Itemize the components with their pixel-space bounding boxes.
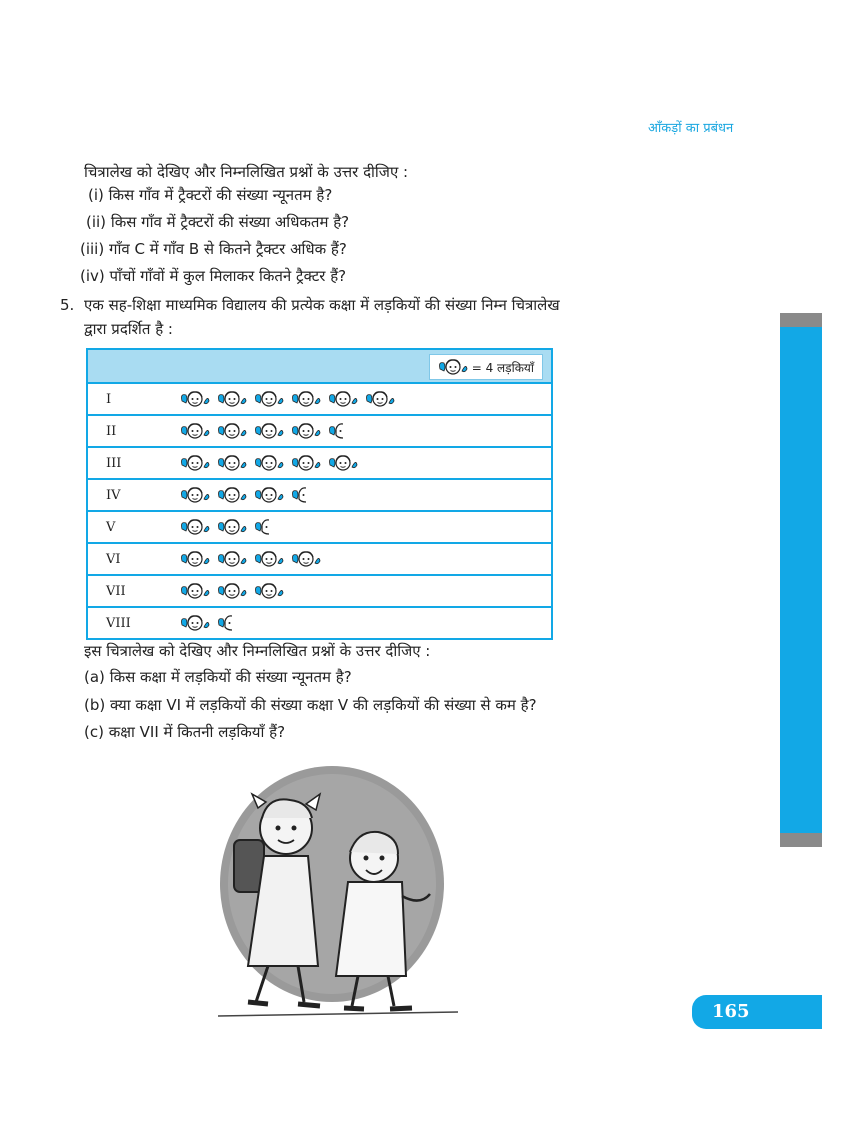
- half-girl-face-icon: [328, 421, 343, 441]
- item-text: क्या कक्षा VI में लड़कियों की संख्या कक्षा V की लड़कियों की संख्या से कम है?: [110, 696, 537, 714]
- item-text: किस कक्षा में लड़कियों की संख्या न्यूनतम है?: [109, 668, 352, 686]
- page-number: 165: [692, 995, 822, 1029]
- girl-face-icon: [291, 549, 321, 569]
- girl-face-icon: [217, 581, 247, 601]
- q4-item: [80, 266, 346, 286]
- side-tab-cap-bottom: [780, 833, 822, 847]
- pictograph-icons: [180, 416, 350, 446]
- class-label: II: [106, 423, 117, 439]
- girl-face-icon: [217, 421, 247, 441]
- half-girl-face-icon: [254, 517, 269, 537]
- girl-face-icon: [254, 421, 284, 441]
- class-label: VI: [106, 551, 121, 567]
- side-tab: [780, 313, 822, 847]
- pictograph-icons: [180, 608, 239, 638]
- girl-face-icon: [180, 485, 210, 505]
- key-text: = 4 लड़कियाँ: [471, 360, 534, 375]
- girl-face-icon: [217, 549, 247, 569]
- pictograph-row: [88, 608, 551, 638]
- girl-face-icon: [217, 389, 247, 409]
- pictograph-rows: [88, 384, 551, 638]
- girl-face-icon: [328, 389, 358, 409]
- pictograph-header: [88, 350, 551, 384]
- item-number: (b): [84, 696, 106, 714]
- pictograph-row: [88, 416, 551, 448]
- running-head: आँकड़ों का प्रबंधन: [648, 121, 734, 136]
- half-girl-face-icon: [291, 485, 306, 505]
- item-text: किस गाँव में ट्रैक्टरों की संख्या न्यूनतम है?: [108, 186, 333, 204]
- girl-face-icon: [180, 453, 210, 473]
- pictograph-icons: [180, 480, 313, 510]
- girl-face-icon: [254, 453, 284, 473]
- class-label: VII: [106, 583, 126, 599]
- girl-face-icon: [291, 389, 321, 409]
- q5-item: [84, 667, 352, 687]
- pictograph-icons: [180, 448, 365, 478]
- pictograph-icons: [180, 384, 402, 414]
- girl-face-icon: [254, 389, 284, 409]
- girl-face-icon: [438, 357, 468, 377]
- girl-face-icon: [291, 421, 321, 441]
- half-girl-face-icon: [217, 613, 232, 633]
- q5-statement-line2: द्वारा प्रदर्शित है :: [84, 320, 173, 338]
- girl-face-icon: [180, 613, 210, 633]
- girl-face-icon: [291, 453, 321, 473]
- pictograph-row: [88, 384, 551, 416]
- item-text: पाँचों गाँवों में कुल मिलाकर कितने ट्रैक्टर हैं?: [109, 267, 347, 285]
- side-tab-cap-top: [780, 313, 822, 327]
- girl-face-icon: [180, 421, 210, 441]
- pictograph-row: [88, 480, 551, 512]
- girl-face-icon: [180, 549, 210, 569]
- item-number: (iv): [80, 267, 105, 285]
- pictograph-icons: [180, 512, 276, 542]
- item-number: (c): [84, 723, 104, 741]
- class-label: I: [106, 391, 112, 407]
- pictograph-row: [88, 512, 551, 544]
- q5-number: 5.: [60, 296, 75, 314]
- q4-item: [86, 212, 349, 232]
- class-label: VIII: [106, 615, 131, 631]
- q5-statement-line1: एक सह-शिक्षा माध्यमिक विद्यालय की प्रत्येक कक्षा में लड़कियों की संख्या निम्न चित्रालेख: [84, 296, 560, 314]
- class-label: III: [106, 455, 122, 471]
- girl-face-icon: [180, 389, 210, 409]
- class-label: IV: [106, 487, 121, 503]
- girl-face-icon: [328, 453, 358, 473]
- item-text: कक्षा VII में कितनी लड़कियाँ हैं?: [108, 723, 286, 741]
- pictograph-key: [429, 354, 543, 380]
- item-number: (ii): [86, 213, 107, 231]
- item-text: किस गाँव में ट्रैक्टरों की संख्या अधिकतम है?: [110, 213, 350, 231]
- pictograph-table: [86, 348, 553, 640]
- pictograph-row: [88, 576, 551, 608]
- pictograph-row: [88, 448, 551, 480]
- pictograph-row: [88, 544, 551, 576]
- q5-item: [84, 722, 285, 742]
- item-number: (a): [84, 668, 105, 686]
- two-schoolgirls-illustration: [208, 766, 470, 1026]
- item-number: (iii): [80, 240, 105, 258]
- girl-face-icon: [217, 517, 247, 537]
- q4-intro: चित्रालेख को देखिए और निम्नलिखित प्रश्नों के उत्तर दीजिए :: [84, 163, 409, 181]
- girl-face-icon: [217, 453, 247, 473]
- girl-face-icon: [254, 549, 284, 569]
- girl-face-icon: [217, 485, 247, 505]
- q4-item: [80, 239, 347, 259]
- item-number: (i): [88, 186, 104, 204]
- class-label: V: [106, 519, 116, 535]
- girl-face-icon: [180, 581, 210, 601]
- girl-face-icon: [254, 485, 284, 505]
- girl-face-icon: [365, 389, 395, 409]
- girl-face-icon: [254, 581, 284, 601]
- pictograph-icons: [180, 576, 291, 606]
- item-text: गाँव C में गाँव B से कितने ट्रैक्टर अधिक हैं?: [109, 240, 347, 258]
- q4-item: [88, 185, 332, 205]
- pictograph-icons: [180, 544, 328, 574]
- q5-intro2: इस चित्रालेख को देखिए और निम्नलिखित प्रश्नों के उत्तर दीजिए :: [84, 642, 431, 660]
- girl-face-icon: [180, 517, 210, 537]
- q5-item: [84, 695, 537, 715]
